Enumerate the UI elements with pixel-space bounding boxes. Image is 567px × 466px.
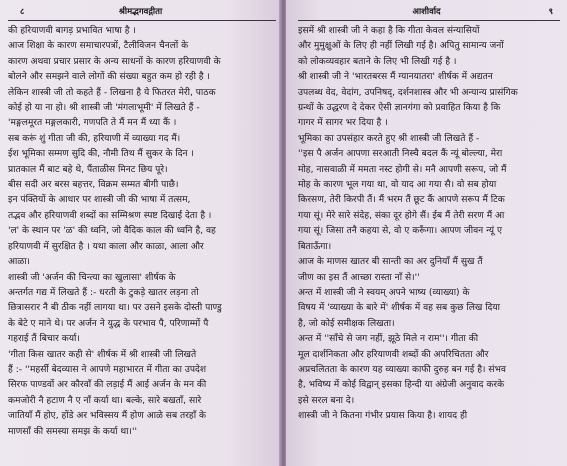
text-line: श्री शास्त्री जी ने 'भारतबरस मैं ग्यानयातरा' शीर्षक में अद्यतन bbox=[298, 72, 493, 83]
text-line: अप्रचलितता के कारण यह व्याख्या काफी दुरुह बन गई है। संभव bbox=[298, 364, 506, 375]
text-line: है, भविष्य में कोई विद्वान् इसका हिन्दी या अंग्रेजी अनुवाद करके bbox=[298, 380, 505, 391]
text-line: मोह, नासवाळी में ममता नस्ट होगी से। मनै आपणी सरूप, जो मैं bbox=[298, 164, 507, 175]
text-line: है, जो कोई समीक्षक लिखता। bbox=[298, 318, 395, 329]
text-line: इन पंक्तियों के आधार पर शास्त्री जी की भाषा में तत्सम, bbox=[8, 195, 191, 206]
text-line: छित्रासरार नै बी ठीक नहीं लागया था। पर उसने इसके दोस्ती पाण्डु bbox=[8, 303, 222, 314]
left-header-rule bbox=[8, 20, 276, 21]
text-line: गया सूं। जिसा तनै कहया से, वो ए करूँगा। आपण जीवन न्यूं ए bbox=[298, 226, 502, 237]
right-running-head bbox=[286, 5, 567, 19]
text-line: उपलब्ध वेद, वेदांग, उपनिषद्, दर्शनशास्त्र और भी अन्यान्य प्रासंगिक bbox=[298, 87, 518, 98]
right-page-body bbox=[298, 24, 560, 425]
text-line: लेकिन शास्त्री जी तो कहते हैं - लिखना है ये फितरत मेरी, पाठक bbox=[8, 87, 216, 98]
text-line: गया सूं। मेरे सारे संदेह, संका दूर होगे सैं। ईब मैं तेरी सरण मैं आ bbox=[298, 210, 505, 221]
text-line: कोई हो या ना हो। श्री शास्त्री जी 'मंगलाभूमी' में लिखते हैं - bbox=[8, 103, 200, 114]
text-line: सिरफ पाण्डवों अर कौरवाँ की लड़ाई मैं आई अर्जन के मन की bbox=[8, 380, 207, 391]
text-line: शास्त्री जी ने कितना गंभीर प्रयास किया है। शायद ही bbox=[298, 411, 468, 422]
text-line: कमजोरी नै हटाण नै ए नाँ कर्या था। बल्के, सारे बखताँ, सारे bbox=[8, 395, 202, 406]
right-header-rule bbox=[298, 20, 560, 21]
right-running-title: आशीर्वाद bbox=[412, 7, 441, 17]
text-line: ईश भूमिका सम्मण सुदि की, नौमी तिथ मैं सुकर के दिन । bbox=[8, 149, 194, 160]
text-line: तद्भव और हरियाणवी शब्दों का सम्मिश्रण स्पष्ट दिखाई देता है । bbox=[8, 210, 212, 221]
text-line: कारण अथवा प्रचार प्रसार के अन्य साधनों के कारण हरियाणवी के bbox=[8, 56, 221, 67]
text-line: इसे सरल बना दे। bbox=[298, 395, 355, 406]
text-line: आज के माणस खातर बी सान्ती का अर दुनियाँ मैं सुख तैं bbox=[298, 257, 483, 268]
text-line: 'गीता किस खातर कही से' शीर्षक में श्री शास्त्री जी लिखते bbox=[8, 349, 197, 360]
left-page-number: ८ bbox=[20, 7, 25, 17]
text-line: गागर में सागर भर दिया है । bbox=[298, 118, 388, 129]
text-line: आज शिक्षा के कारण समाचारपत्रों, टैलीविजन चैनलों के bbox=[8, 41, 189, 52]
text-line: अन्तर्गत गद्य में लिखते हैं :- धरती के टुकड़े खातर लड़ना तो bbox=[8, 287, 199, 298]
text-line: किरसण, तेरी किरपी तैं। मैं भरम तैं छूट कैं आपणे सरूप मैं टिक bbox=[298, 195, 505, 206]
text-line: मोह के कारण भूल गया था, वो याद आ गया सै। वो सब होया bbox=[298, 180, 497, 191]
left-running-head bbox=[0, 5, 281, 19]
text-line: और मुमुक्षुओं के लिए ही नहीं लिखी गई है। अपितु सामान्य जनों bbox=[298, 41, 504, 52]
text-line: 'मङ्गलमूरत मङ्गलकारी, गणपति ते मैं मन मैं ध्या कैं । bbox=[8, 118, 177, 129]
left-running-title: श्रीमद्भगवद्गीता bbox=[118, 7, 163, 17]
text-line: को लोकव्यवहार बताने के लिए भी लिखी गई है । bbox=[298, 56, 457, 67]
right-page-number: ९ bbox=[548, 7, 553, 17]
text-line: ''इस पै अर्जन आपणा सरआती निस्चै बदल कैं न्यूं बोल्ल्या, मेरा bbox=[298, 149, 503, 160]
text-line: हैं :- ''महर्सी बेदव्यास ने आपणे महाभारत में गीता का उपदेश bbox=[8, 364, 207, 375]
text-line: अन्त में ''साँचे से जग नहीं, झूठे मिले न राम''। गीता की bbox=[298, 334, 479, 345]
text-line: प्रातकाल मैं बाट बहे थे, पैंताळीस मिनट छिय पूरे। bbox=[8, 164, 168, 175]
text-line: बीस सदी अर बरस बहत्तर, विक्रम सम्मत बीगी पाछै। bbox=[8, 180, 179, 191]
text-line: अन्त में शास्त्री जी ने स्वयम् अपने भाष्य (व्याख्या) के bbox=[298, 287, 470, 298]
text-line: भूमिका का उपसंहार करते हुए श्री शास्त्री जी लिखते हैं - bbox=[298, 133, 480, 144]
text-line: बोलने और समझने वाले लोगों की संख्या बहुत कम हो रही है । bbox=[8, 72, 210, 83]
left-page-body bbox=[8, 24, 276, 440]
text-line: सब करूं शुं गीता जी की, हरियाणी में व्याख्या गद मैं। bbox=[8, 133, 181, 144]
text-line: विषय में 'व्याख्या के बारे में' शीर्षक में वह सब कुछ लिख दिया bbox=[298, 303, 501, 314]
text-line: हरियाणवी में सुरक्षित है । यथा काला और काळा, आला और bbox=[8, 241, 204, 252]
text-line: जीण का इस तैं आच्छा रास्ता नाँ से।'' bbox=[298, 272, 420, 283]
text-line: इसमें श्री शास्त्री जी ने कहा है कि गीता केवल संन्यासियों bbox=[298, 26, 480, 36]
text-line: जातियाँ मैं होए, होंडे अर भविस्सय मैं होण आळे सब तरहाँ के bbox=[8, 411, 206, 422]
text-line: शास्त्री जी 'अर्जन की चिन्त्या का खुलासा' शीर्षक के bbox=[8, 272, 176, 283]
text-line: ग्रन्थों के उद्धरण दे देकर ऐसी ज्ञानगंगा को प्रवाहित किया है कि bbox=[298, 103, 501, 114]
text-line: गहराई तैं बिचार कर्या। bbox=[8, 334, 80, 345]
text-line: की हरियाणवी बागड़ प्रभावित भाषा है । bbox=[8, 26, 136, 36]
left-page bbox=[0, 0, 281, 466]
text-line: 'ल' के स्थान पर 'ळ' की ध्वनि, जो वैदिक काल की ध्वनि है, वह bbox=[8, 226, 216, 237]
text-line: के बेटे ए माने थे। पर अर्जन ने युद्ध के परभाव पै, परिणाम्मों पै bbox=[8, 318, 209, 329]
text-line: मूल दार्शनिकता और हरियाणवी शब्दों की अपरिचितता और bbox=[298, 349, 489, 360]
right-page bbox=[286, 0, 567, 466]
text-line: आळा। bbox=[8, 257, 31, 268]
text-line: माणसाँ की समस्या समझ के कर्या था।'' bbox=[8, 426, 137, 437]
text-line: बिताऊँगा। bbox=[298, 241, 332, 252]
